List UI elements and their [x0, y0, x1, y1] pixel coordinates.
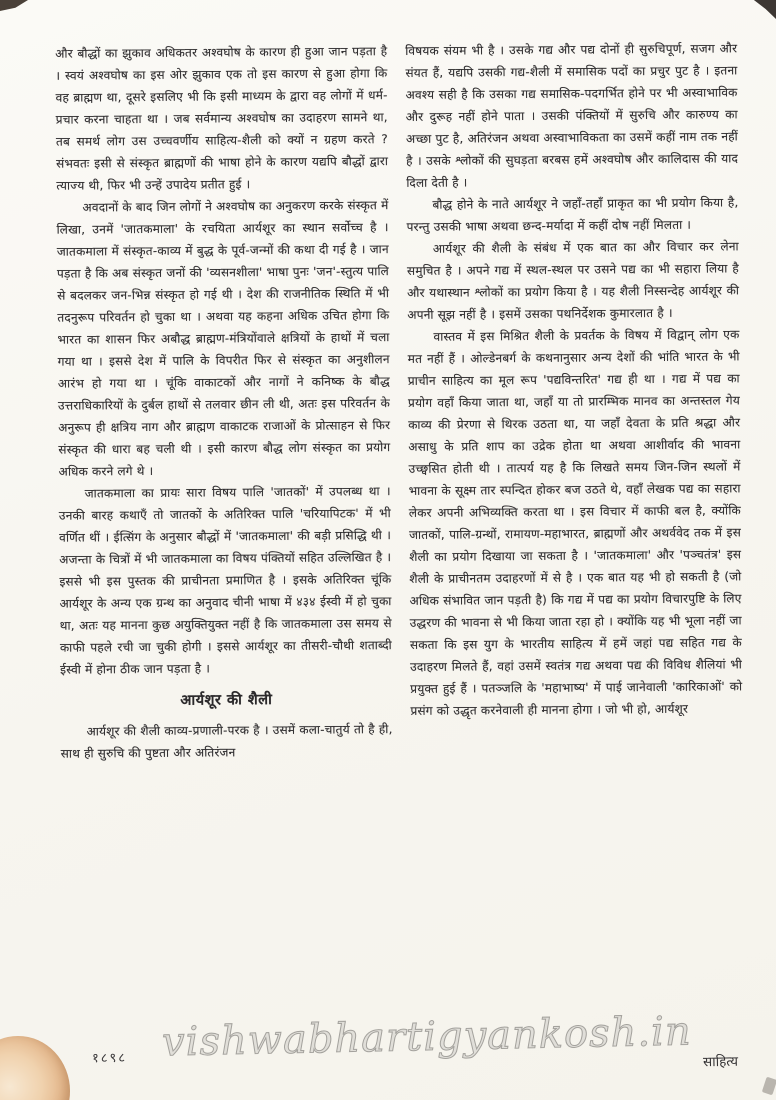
- footer-section-label: साहित्य: [702, 1053, 739, 1071]
- finger-smudge: [0, 1036, 70, 1100]
- paragraph: विषयक संयम भी है । उसके गद्य और पद्य दोनों ही सुरुचिपूर्ण, सजग और संयत हैं, यद्यपि उसकी गद्य-शैली में समासिक पदों का प्रचुर पुट है । इतना अवश्य सही है कि उसका गद्य समासिक-पदगर्भित होने पर भी अस्वाभाविक और दुरूह नहीं होने पाता । उसकी पंक्तियों में सुरुचि और कारुण्य का अच्छा पुट है, अतिरंजन अथवा अस्वाभाविकता का उसमें कहीं नाम तक नहीं है । उसके श्लोकों की सुघड़ता बरबस हमें अश्वघोष और कालिदास की याद दिला देती है ।: [405, 41, 739, 190]
- scan-artifact-top-left: [0, 0, 28, 11]
- paragraph: अवदानों के बाद जिन लोगों ने अश्वघोष का अनुकरण करके संस्कृत में लिखा, उनमें 'जातकमाला' के रचयिता आर्यशूर का स्थान सर्वोच्च है । जातकमाला में संस्कृत-काव्य में बुद्ध के पूर्व-जन्मों की कथा दी गई है । जान पड़ता है कि अब संस्कृत जनों की 'व्यसनशीला' भाषा पुनः 'जन'-स्तुत्य पालि से बदलकर जन-भिन्न संस्कृत हो गई थी । देश की राजनीतिक स्थिति में भी तदनुरूप परिवर्तन हो चुका था । अथवा यह कहना अधिक उचित होगा कि भारत का शासन फिर अबौद्ध ब्राह्मण-मंत्रियोंवाले क्षत्रियों के हाथों में चला गया था । इससे देश में पालि के विपरीत फिर से संस्कृत का अनुशीलन आरंभ हो गया था । चूंकि वाकाटकों और नागों ने कनिष्क के बौद्ध उत्तराधिकारियों के दुर्बल हाथों से तलवार छीन ली थी, अतः इस परिवर्तन के अनुरूप ही क्षत्रिय नाग और ब्राह्मण वाकाटक राजाओं के प्रोत्साहन से फिर संस्कृत की धारा बह चली थी । इसी कारण बौद्ध लोग संस्कृत का प्रयोग अधिक करने लगे थे ।: [56, 198, 391, 479]
- paragraph: वास्तव में इस मिश्रित शैली के प्रवर्तक के विषय में विद्वान् लोग एक मत नहीं हैं । ओल्डेनबर्ग के कथनानुसार अन्य देशों की भांति भारत के भी प्राचीन साहित्य का मूल रूप 'पद्यविन्तरित' गद्य ही था । गद्य में पद्य का प्रयोग वहाँ किया जाता था, जहाँ या तो प्रारम्भिक मानव का अन्तस्तल गेय काव्य की प्रेरणा से थिरक उठता था, या जहाँ देवता के प्रति श्रद्धा और असाधु के प्रति शाप का उद्रेक होता था अथवा आशीर्वाद की भावना उच्छ्वसित होती थी । तात्पर्य यह है कि लिखते समय जिन-जिन स्थलों में भावना के सूक्ष्म तार स्पन्दित होकर बज उठते थे, वहाँ लेखक पद्य का सहारा लेकर अपनी अभिव्यक्ति करता था । इस विचार में काफी बल है, क्योंकि जातकों, पालि-ग्रन्थों, रामायण-महाभारत, ब्राह्मणों और अथर्ववेद तक में इस शैली का प्रयोग दिखाया जा सकता है । 'जातकमाला' और 'पञ्चतंत्र' इस शैली के प्राचीनतम उदाहरणों में से है । एक बात यह भी हो सकती है (जो अधिक संभावित जान पड़ती है) कि गद्य में पद्य का प्रयोग विचारपुष्टि के लिए उद्धरण की भावना से भी किया जाता रहा हो । क्योंकि यह भी भूला नहीं जा सकता कि इस युग के भारतीय साहित्य में हमें जहां पद्य सहित गद्य के उदाहरण मिलते हैं, वहां उसमें स्वतंत्र गद्य अथवा पद्य की विविध शैलियां भी प्रयुक्त हुई हैं । पतञ्जलि के 'महाभाष्य' में पाई जानेवाली 'कारिकाओं' को प्रसंग को उद्धृत करनेवाली ही मानना होगा । जो भी हो, आर्यशूर: [407, 327, 743, 718]
- paragraph: जातकमाला का प्रायः सारा विषय पालि 'जातकों' में उपलब्ध था । उनकी बारह कथाएँ तो जातकों के अतिरिक्त पालि 'चरियापिटक' में भी वर्णित थीं । ईत्सिंग के अनुसार बौद्धों में 'जातकमाला' की बड़ी प्रसिद्धि थी । अजन्ता के चित्रों में भी जातकमाला का विषय पंक्तियों सहित उल्लिखित है । इससे भी इस पुस्तक की प्राचीनता प्रमाणित है । इसके अतिरिक्त चूंकि आर्यशूर के अन्य एक ग्रन्थ का अनुवाद चीनी भाषा में ४३४ ईस्वी में हो चुका था, अतः यह मानना कुछ अयुक्तियुक्त नहीं है कि जातकमाला उस समय से काफी पहले रची जा चुकी होगी । इससे आर्यशूर का तीसरी-चौथी शताब्दी ईस्वी में होना ठीक जान पड़ता है ।: [58, 484, 392, 677]
- scan-artifact-top-right: [750, 0, 776, 20]
- paragraph: और बौद्धों का झुकाव अधिकतर अश्वघोष के कारण ही हुआ जान पड़ता है । स्वयं अश्वघोष का इस ओर झुकाव एक तो इस कारण से हुआ होगा कि वह ब्राह्मण था, दूसरे इसलिए भी कि इसी माध्यम के द्वारा वह लोगों में धर्म-प्रचार करना चाहता था । जब सर्वमान्य अश्वघोष का उदाहरण सामने था, तब समर्थ लोग उस उच्चवर्णीय साहित्य-शैली को क्यों न ग्रहण करते ? संभवतः इसी से संस्कृत ब्राह्मणों की भाषा होने के कारण यद्यपि बौद्धों द्वारा त्याज्य थी, फिर भी उन्हें उपादेय प्रतीत हुई ।: [55, 44, 389, 193]
- page-content: [55, 37, 743, 764]
- page-number: १८९८: [91, 1050, 128, 1067]
- section-heading: आर्यशूर की शैली: [180, 692, 273, 709]
- paragraph: बौद्ध होने के नाते आर्यशूर ने जहाँ-तहाँ प्राकृत का भी प्रयोग किया है, परन्तु उसकी भाषा अथवा छन्द-मर्यादा में कहीं दोष नहीं मिलता ।: [406, 195, 739, 234]
- paragraph: आर्यशूर की शैली काव्य-प्रणाली-परक है । उसमें कला-चातुर्य तो है ही, साथ ही सुरुचि की पुष्टता और अतिरंजन: [60, 722, 393, 761]
- paragraph: आर्यशूर की शैली के संबंध में एक बात का और विचार कर लेना समुचित है । अपने गद्य में स्थल-स्थल पर उसने पद्य का भी सहारा लिया है और यथास्थान श्लोकों का प्रयोग किया है । यह शैली निस्सन्देह आर्यशूर की अपनी सूझ नहीं है । इसमें उसका पथनिर्देशक कुमारलात है ।: [406, 239, 740, 322]
- watermark: vishwabhartigyankosh.in: [161, 1008, 693, 1066]
- right-column: [405, 37, 743, 762]
- scan-artifact-right-edge: [762, 1077, 776, 1096]
- left-column: [55, 40, 393, 765]
